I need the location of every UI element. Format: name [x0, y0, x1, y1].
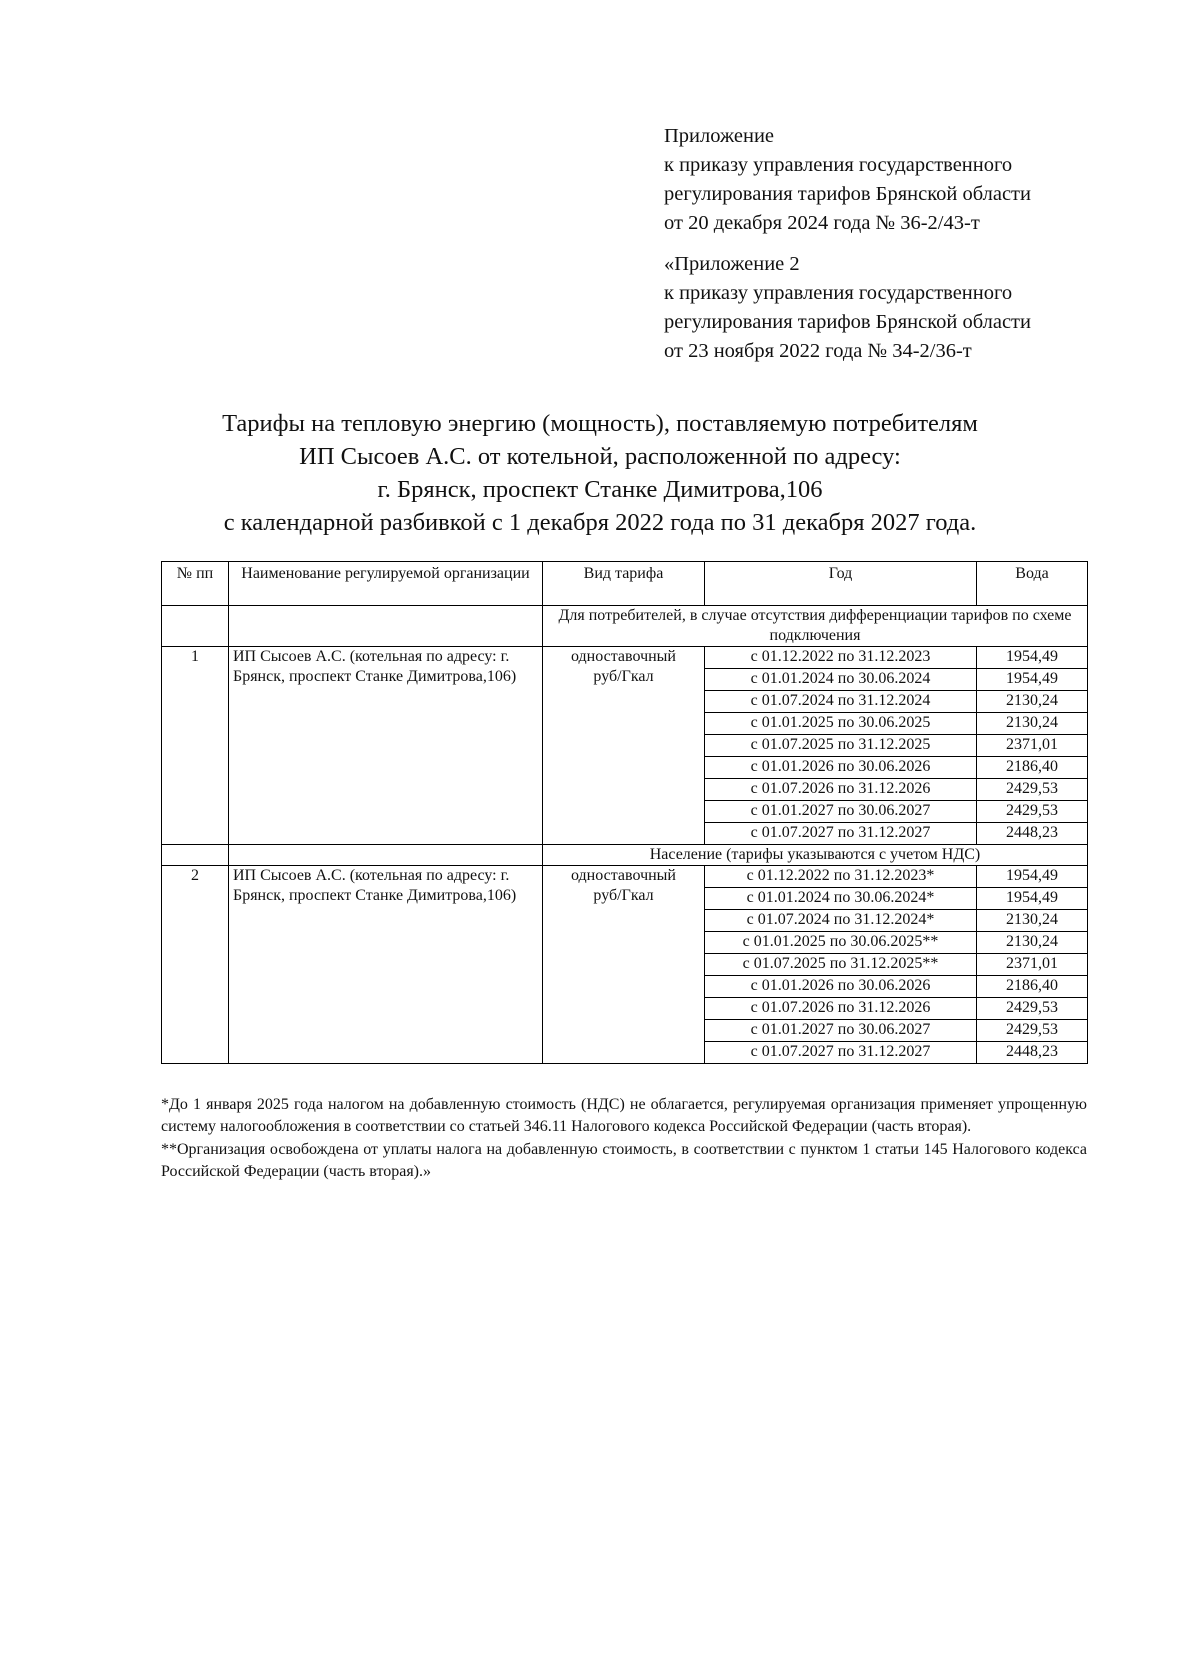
caption-empty-org: [229, 606, 543, 647]
water-tariff-cell: 2429,53: [977, 801, 1088, 823]
period-cell: с 01.01.2026 по 30.06.2026: [705, 757, 977, 779]
attachment-reference-1: [664, 122, 1184, 238]
period-cell: с 01.07.2026 по 31.12.2026: [705, 998, 977, 1020]
period-cell: с 01.07.2026 по 31.12.2026: [705, 779, 977, 801]
water-tariff-cell: 1954,49: [977, 669, 1088, 691]
table-row: [162, 866, 1088, 888]
header-water: Вода: [977, 562, 1088, 606]
period-cell: с 01.01.2026 по 30.06.2026: [705, 976, 977, 998]
organization-name: ИП Сысоев А.С. (котельная по адресу: г. Брянск, проспект Станке Димитрова,106): [229, 647, 543, 845]
tariff-type-line: одноставочный: [571, 867, 676, 884]
water-tariff-cell: 1954,49: [977, 647, 1088, 669]
attachment-line: к приказу управления государственного: [664, 154, 1013, 176]
header-num: № пп: [162, 562, 229, 606]
row-number: 2: [162, 866, 229, 1064]
title-line: Тарифы на тепловую энергию (мощность), поставляемую потребителям: [222, 410, 978, 437]
header-type: Вид тарифа: [543, 562, 705, 606]
attachment-line: «Приложение 2: [664, 253, 800, 275]
period-cell: с 01.01.2025 по 30.06.2025**: [705, 932, 977, 954]
title-line: г. Брянск, проспект Станке Димитрова,106: [377, 476, 823, 503]
footnote: **Организация освобождена от уплаты налога на добавленную стоимость, в соответствии с пунктом 1 статьи 145 Налогового кодекса Российской Федерации (часть вторая).»: [161, 1141, 1087, 1180]
tariff-table: [161, 561, 1088, 1064]
tariff-type-line: одноставочный: [571, 648, 676, 665]
period-cell: с 01.01.2025 по 30.06.2025: [705, 713, 977, 735]
water-tariff-cell: 2448,23: [977, 1042, 1088, 1064]
caption-empty-org: [229, 845, 543, 866]
header-year: Год: [705, 562, 977, 606]
section-caption: Для потребителей, в случае отсутствия дифференциации тарифов по схеме подключения: [543, 606, 1088, 647]
attachment-line: регулирования тарифов Брянской области: [664, 311, 1031, 333]
tariff-type: [543, 647, 705, 845]
attachment-line: от 23 ноября 2022 года № 34-2/36-т: [664, 340, 972, 362]
period-cell: с 01.12.2022 по 31.12.2023*: [705, 866, 977, 888]
water-tariff-cell: 2429,53: [977, 998, 1088, 1020]
water-tariff-cell: 2448,23: [977, 823, 1088, 845]
water-tariff-cell: 2130,24: [977, 691, 1088, 713]
attachment-line: к приказу управления государственного: [664, 282, 1013, 304]
title-line: ИП Сысоев А.С. от котельной, расположенной по адресу:: [299, 443, 901, 470]
period-cell: с 01.07.2027 по 31.12.2027: [705, 823, 977, 845]
period-cell: с 01.07.2024 по 31.12.2024*: [705, 910, 977, 932]
tariff-unit: руб/Гкал: [593, 887, 654, 904]
table-row: [162, 647, 1088, 669]
water-tariff-cell: 1954,49: [977, 866, 1088, 888]
organization-name: ИП Сысоев А.С. (котельная по адресу: г. Брянск, проспект Станке Димитрова,106): [229, 866, 543, 1064]
header-org: Наименование регулируемой организации: [229, 562, 543, 606]
water-tariff-cell: 2429,53: [977, 1020, 1088, 1042]
water-tariff-cell: 2130,24: [977, 910, 1088, 932]
water-tariff-cell: 2371,01: [977, 735, 1088, 757]
title-line: с календарной разбивкой с 1 декабря 2022 года по 31 декабря 2027 года.: [223, 509, 977, 536]
period-cell: с 01.07.2025 по 31.12.2025: [705, 735, 977, 757]
table-header-row: [162, 562, 1088, 606]
caption-empty-num: [162, 606, 229, 647]
caption-empty-num: [162, 845, 229, 866]
water-tariff-cell: 2371,01: [977, 954, 1088, 976]
water-tariff-cell: 2130,24: [977, 932, 1088, 954]
row-number: 1: [162, 647, 229, 845]
period-cell: с 01.12.2022 по 31.12.2023: [705, 647, 977, 669]
water-tariff-cell: 2130,24: [977, 713, 1088, 735]
period-cell: с 01.01.2027 по 30.06.2027: [705, 801, 977, 823]
period-cell: с 01.01.2027 по 30.06.2027: [705, 1020, 977, 1042]
attachment-line: регулирования тарифов Брянской области: [664, 183, 1031, 205]
period-cell: с 01.07.2024 по 31.12.2024: [705, 691, 977, 713]
tariff-unit: руб/Гкал: [593, 668, 654, 685]
attachment-reference-2: [664, 250, 1184, 366]
attachment-line: Приложение: [664, 125, 775, 147]
period-cell: с 01.01.2024 по 30.06.2024*: [705, 888, 977, 910]
period-cell: с 01.07.2027 по 31.12.2027: [705, 1042, 977, 1064]
section-caption-row: [162, 606, 1088, 647]
table-body: [162, 606, 1088, 1064]
period-cell: с 01.01.2024 по 30.06.2024: [705, 669, 977, 691]
attachment-line: от 20 декабря 2024 года № 36-2/43-т: [664, 212, 980, 234]
section-caption-row: [162, 845, 1088, 866]
water-tariff-cell: 2186,40: [977, 757, 1088, 779]
water-tariff-cell: 1954,49: [977, 888, 1088, 910]
tariff-type: [543, 866, 705, 1064]
document-title: [0, 407, 1200, 539]
water-tariff-cell: 2429,53: [977, 779, 1088, 801]
section-caption: Население (тарифы указываются с учетом НДС): [543, 845, 1088, 866]
footnotes: [161, 1094, 1087, 1184]
footnote: *До 1 января 2025 года налогом на добавленную стоимость (НДС) не облагается, регулируемая организация применяет упрощенную систему налогообложения в соответствии со статьей 346.11 Налогового кодекса Российской Федерации (часть вторая).: [161, 1096, 1087, 1135]
water-tariff-cell: 2186,40: [977, 976, 1088, 998]
period-cell: с 01.07.2025 по 31.12.2025**: [705, 954, 977, 976]
